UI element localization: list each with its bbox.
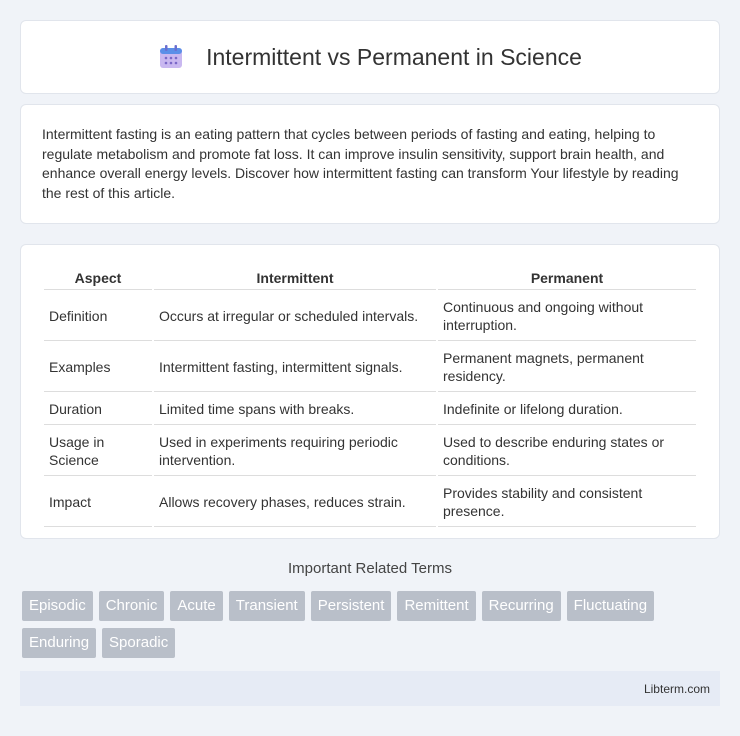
- comparison-table: [42, 265, 698, 529]
- header-card: [20, 20, 720, 94]
- footer: [20, 671, 720, 706]
- related-terms-title: Important Related Terms: [288, 560, 452, 577]
- tag-fluctuating[interactable]: Fluctuating: [567, 591, 654, 621]
- page-title: Intermittent vs Permanent in Science: [206, 43, 582, 70]
- related-terms-list: [22, 591, 722, 665]
- tag-sporadic[interactable]: Sporadic: [102, 628, 175, 658]
- table-cell: Limited time spans with breaks.: [154, 394, 436, 425]
- table-cell: Used in experiments requiring periodic intervention.: [154, 427, 436, 476]
- table-cell: Used to describe enduring states or conditions.: [438, 427, 696, 476]
- table-cell: Duration: [44, 394, 152, 425]
- comparison-table-card: [20, 244, 720, 539]
- column-header-intermittent: Intermittent: [154, 267, 436, 290]
- table-row: [44, 343, 696, 392]
- table-header-row: [44, 267, 696, 290]
- footer-site-link[interactable]: Libterm.com: [643, 681, 710, 696]
- tag-recurring[interactable]: Recurring: [482, 591, 561, 621]
- table-cell: Impact: [44, 478, 152, 527]
- table-cell: Provides stability and consistent presence.: [438, 478, 696, 527]
- column-header-aspect: Aspect: [44, 267, 152, 290]
- tag-enduring[interactable]: Enduring: [22, 628, 96, 658]
- table-row: [44, 394, 696, 425]
- tag-acute[interactable]: Acute: [170, 591, 222, 621]
- table-row: [44, 478, 696, 527]
- tag-persistent[interactable]: Persistent: [311, 591, 392, 621]
- table-cell: Intermittent fasting, intermittent signals.: [154, 343, 436, 392]
- table-cell: Definition: [44, 292, 152, 341]
- intro-card: [20, 104, 720, 224]
- table-cell: Usage in Science: [44, 427, 152, 476]
- intro-text: Intermittent fasting is an eating pattern that cycles between periods of fasting and eating, helping to regulate metabolism and promote fat loss. It can improve insulin sensitivity, support brain health, and enhance overall energy levels. Discover how intermittent fasting can transform Your lifestyle by reading the rest of this article.: [42, 126, 679, 201]
- tag-episodic[interactable]: Episodic: [22, 591, 93, 621]
- tag-remittent[interactable]: Remittent: [397, 591, 475, 621]
- table-cell: Indefinite or lifelong duration.: [438, 394, 696, 425]
- table-cell: Occurs at irregular or scheduled intervals.: [154, 292, 436, 341]
- table-row: [44, 292, 696, 341]
- table-cell: Allows recovery phases, reduces strain.: [154, 478, 436, 527]
- table-row: [44, 427, 696, 476]
- tag-chronic[interactable]: Chronic: [99, 591, 165, 621]
- table-cell: Permanent magnets, permanent residency.: [438, 343, 696, 392]
- calendar-icon: [158, 44, 184, 70]
- table-cell: Continuous and ongoing without interruption.: [438, 292, 696, 341]
- table-cell: Examples: [44, 343, 152, 392]
- tag-transient[interactable]: Transient: [229, 591, 305, 621]
- column-header-permanent: Permanent: [438, 267, 696, 290]
